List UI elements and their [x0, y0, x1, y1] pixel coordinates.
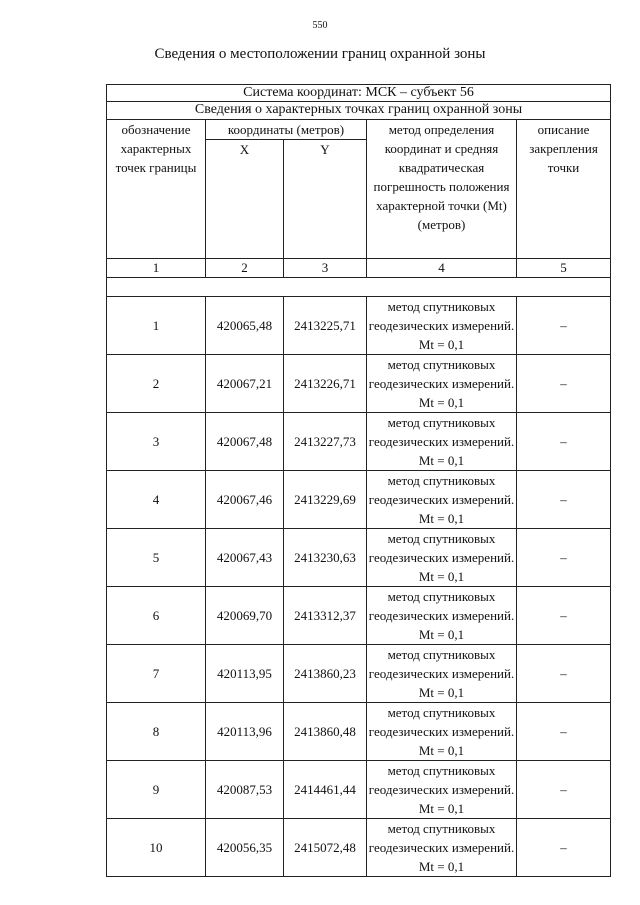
- boundary-points-table: [106, 84, 611, 877]
- table-row: [107, 413, 611, 471]
- point-number-cell: 5: [107, 529, 206, 587]
- column-numbers-row: [107, 259, 611, 278]
- table-row: [107, 471, 611, 529]
- method-cell: метод спутниковых геодезических измерений. Mt = 0,1: [367, 819, 517, 877]
- description-cell: –: [517, 297, 611, 355]
- description-cell: –: [517, 471, 611, 529]
- description-cell: –: [517, 355, 611, 413]
- x-coordinate-cell: 420113,96: [206, 703, 284, 761]
- x-coordinate-cell: 420113,95: [206, 645, 284, 703]
- header-method: метод определения координат и средняя квадратическая погрешность положения характерной точки (Mt) (метров): [367, 120, 517, 259]
- y-coordinate-cell: 2415072,48: [284, 819, 367, 877]
- y-coordinate-cell: 2413225,71: [284, 297, 367, 355]
- point-number-cell: 7: [107, 645, 206, 703]
- coordinate-system-cell: Система координат: МСК – субъект 56: [107, 85, 611, 102]
- x-coordinate-cell: 420067,43: [206, 529, 284, 587]
- method-cell: метод спутниковых геодезических измерений. Mt = 0,1: [367, 413, 517, 471]
- method-cell: метод спутниковых геодезических измерений. Mt = 0,1: [367, 529, 517, 587]
- x-coordinate-cell: 420065,48: [206, 297, 284, 355]
- header-row-top: [107, 120, 611, 140]
- column-number: 2: [206, 259, 284, 278]
- table-row: [107, 703, 611, 761]
- coordinate-system-row: [107, 85, 611, 102]
- x-coordinate-cell: 420067,46: [206, 471, 284, 529]
- point-number-cell: 4: [107, 471, 206, 529]
- y-coordinate-cell: 2413230,63: [284, 529, 367, 587]
- y-coordinate-cell: 2414461,44: [284, 761, 367, 819]
- column-number: 3: [284, 259, 367, 278]
- point-number-cell: 2: [107, 355, 206, 413]
- y-coordinate-cell: 2413226,71: [284, 355, 367, 413]
- description-cell: –: [517, 587, 611, 645]
- point-number-cell: 9: [107, 761, 206, 819]
- x-coordinate-cell: 420067,48: [206, 413, 284, 471]
- method-cell: метод спутниковых геодезических измерений. Mt = 0,1: [367, 471, 517, 529]
- point-number-cell: 10: [107, 819, 206, 877]
- y-coordinate-cell: 2413860,48: [284, 703, 367, 761]
- table-row: [107, 587, 611, 645]
- table-subtitle-row: [107, 102, 611, 120]
- x-coordinate-cell: 420056,35: [206, 819, 284, 877]
- method-cell: метод спутниковых геодезических измерений. Mt = 0,1: [367, 587, 517, 645]
- method-cell: метод спутниковых геодезических измерений. Mt = 0,1: [367, 297, 517, 355]
- table-subtitle-cell: Сведения о характерных точках границ охранной зоны: [107, 102, 611, 120]
- column-number: 5: [517, 259, 611, 278]
- description-cell: –: [517, 529, 611, 587]
- page-number: 550: [312, 20, 328, 31]
- y-coordinate-cell: 2413227,73: [284, 413, 367, 471]
- table-row: [107, 529, 611, 587]
- column-number: 4: [367, 259, 517, 278]
- table-row: [107, 645, 611, 703]
- description-cell: –: [517, 703, 611, 761]
- header-description: описание закрепления точки: [517, 120, 611, 259]
- y-coordinate-cell: 2413312,37: [284, 587, 367, 645]
- method-cell: метод спутниковых геодезических измерений. Mt = 0,1: [367, 761, 517, 819]
- table-row: [107, 297, 611, 355]
- description-cell: –: [517, 413, 611, 471]
- table-row: [107, 355, 611, 413]
- point-number-cell: 1: [107, 297, 206, 355]
- column-number: 1: [107, 259, 206, 278]
- description-cell: –: [517, 761, 611, 819]
- y-coordinate-cell: 2413860,23: [284, 645, 367, 703]
- method-cell: метод спутниковых геодезических измерений. Mt = 0,1: [367, 645, 517, 703]
- method-cell: метод спутниковых геодезических измерений. Mt = 0,1: [367, 355, 517, 413]
- blank-cell: [107, 278, 611, 297]
- description-cell: –: [517, 819, 611, 877]
- header-coords: координаты (метров): [206, 120, 367, 140]
- x-coordinate-cell: 420069,70: [206, 587, 284, 645]
- table-row: [107, 761, 611, 819]
- blank-row: [107, 278, 611, 297]
- header-point: обозначение характерных точек границы: [107, 120, 206, 259]
- description-cell: –: [517, 645, 611, 703]
- point-number-cell: 3: [107, 413, 206, 471]
- x-coordinate-cell: 420067,21: [206, 355, 284, 413]
- x-coordinate-cell: 420087,53: [206, 761, 284, 819]
- page-title: Сведения о местоположении границ охранной зоны: [154, 46, 486, 62]
- header-y: Y: [284, 140, 367, 259]
- y-coordinate-cell: 2413229,69: [284, 471, 367, 529]
- table-row: [107, 819, 611, 877]
- point-number-cell: 8: [107, 703, 206, 761]
- point-number-cell: 6: [107, 587, 206, 645]
- header-x: X: [206, 140, 284, 259]
- method-cell: метод спутниковых геодезических измерений. Mt = 0,1: [367, 703, 517, 761]
